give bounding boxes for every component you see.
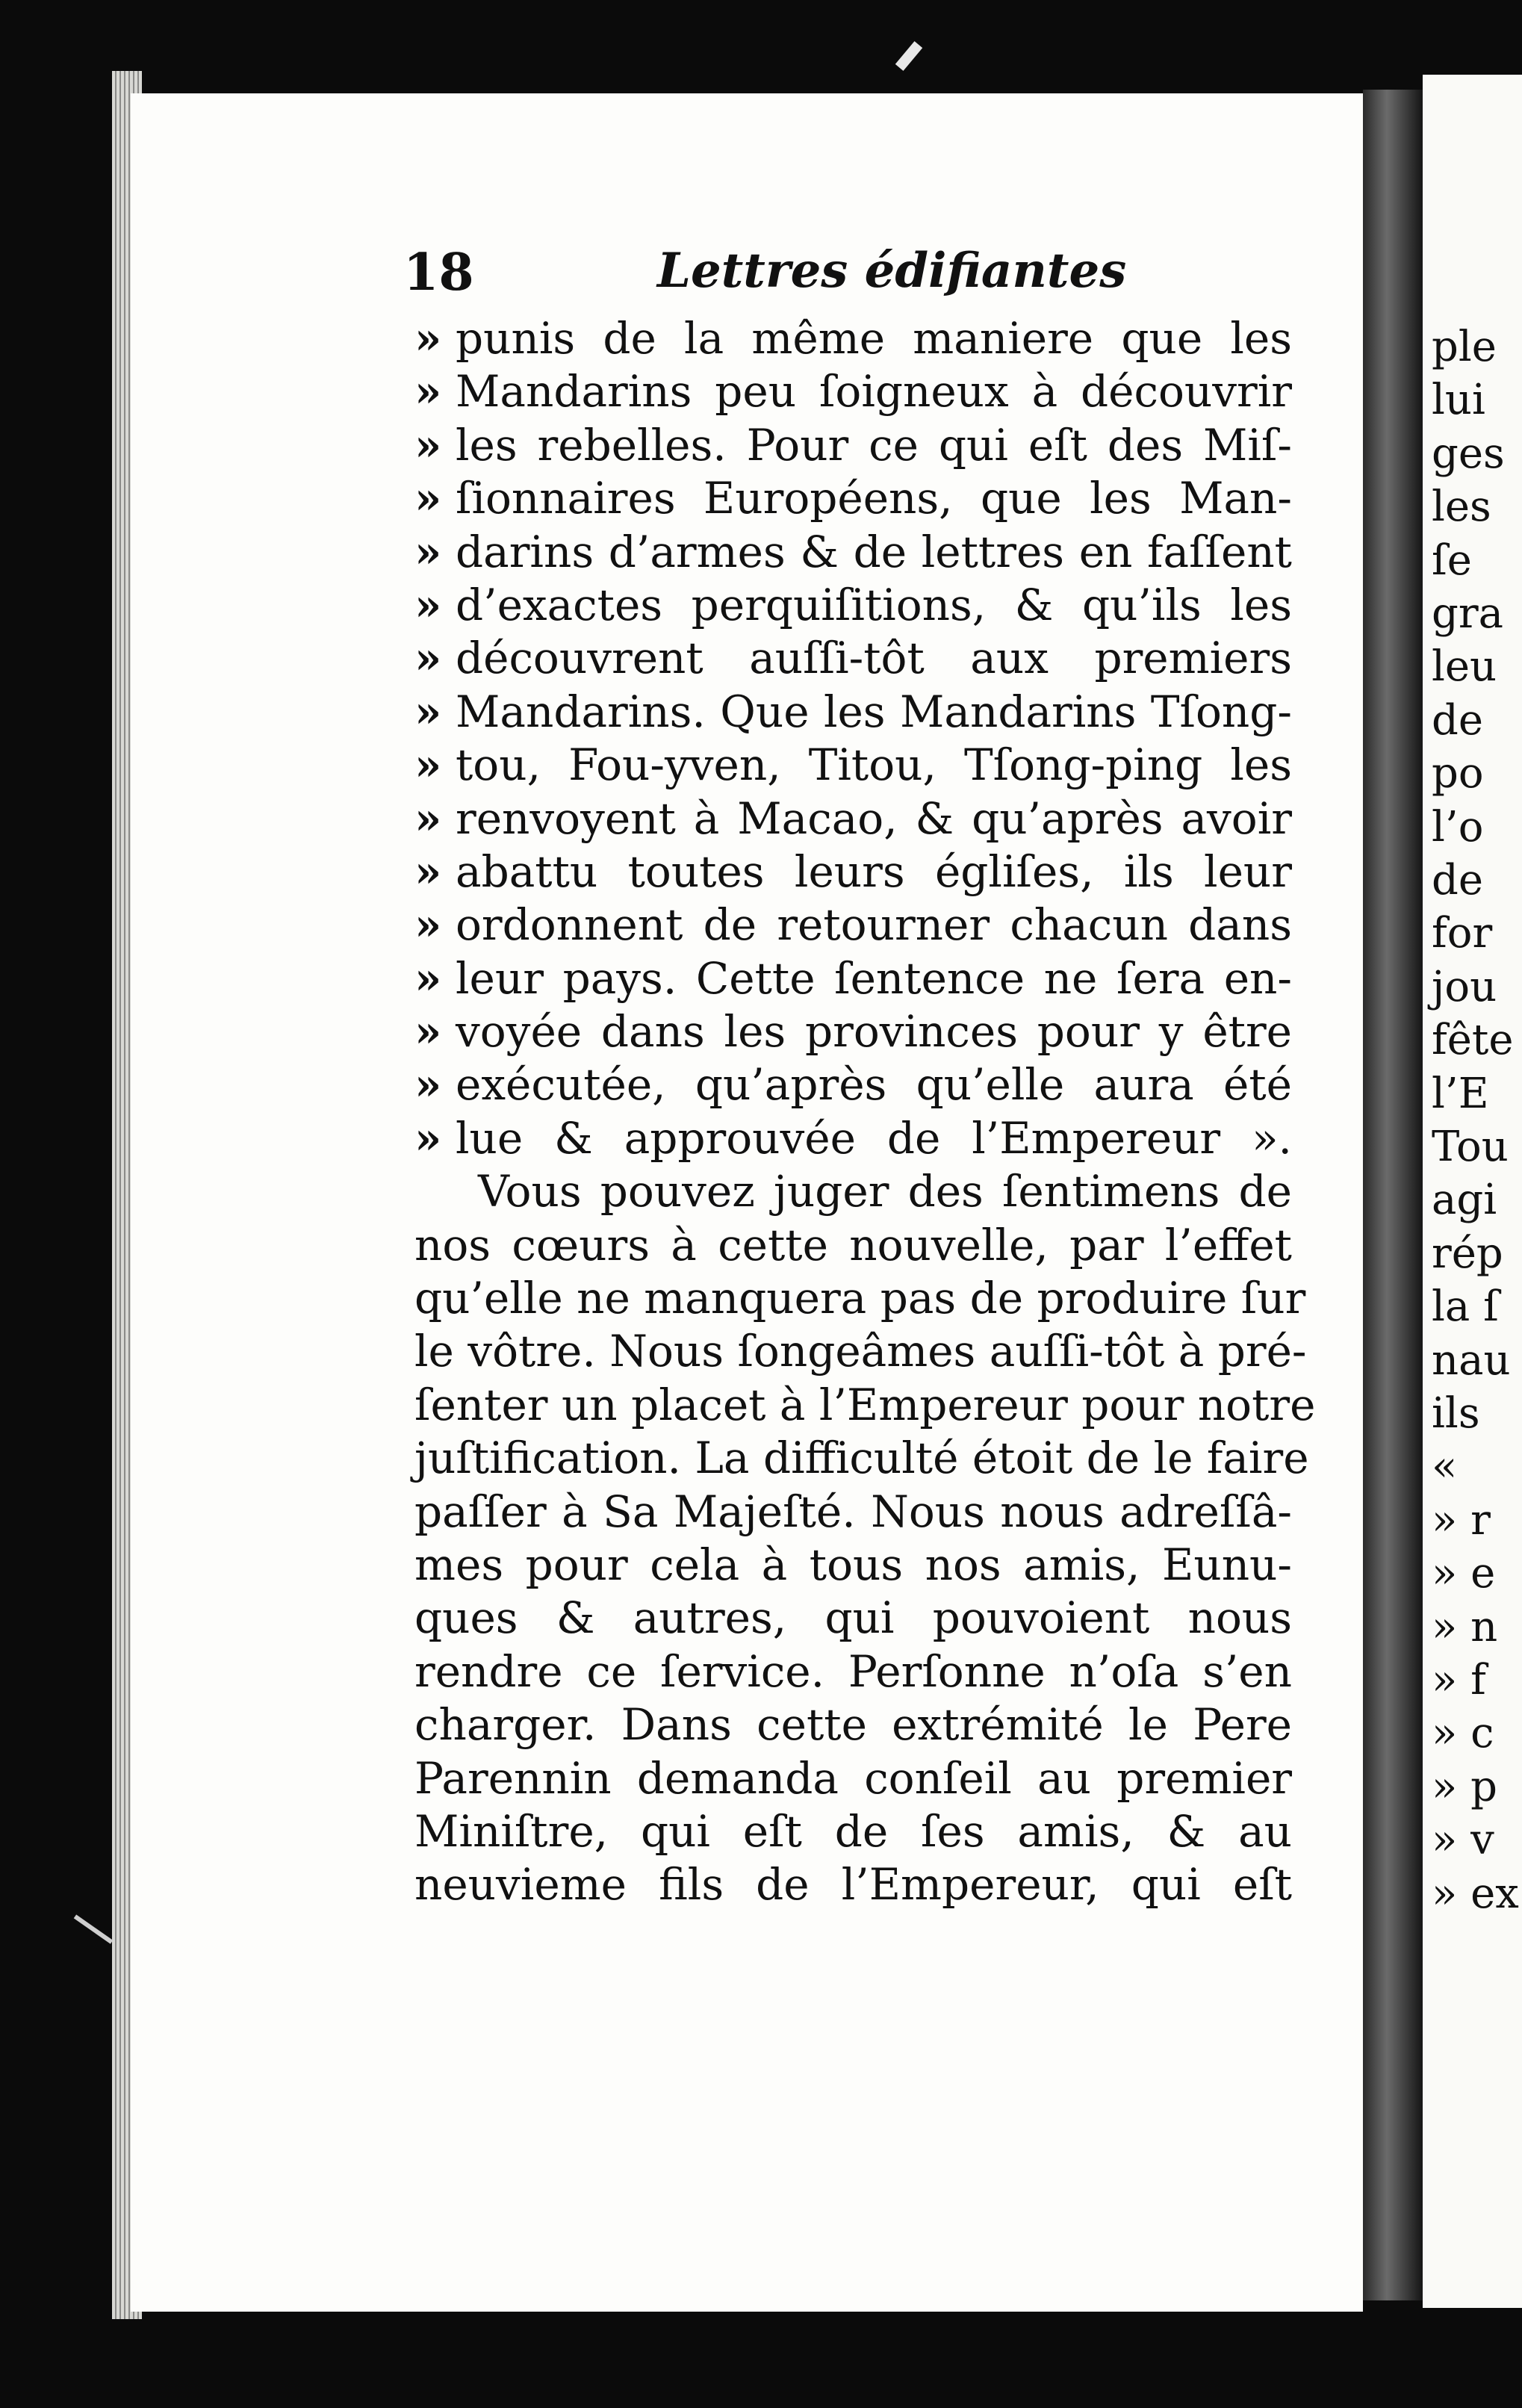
facing-text-fragment: » f xyxy=(1432,1656,1486,1704)
facing-text-fragment: ges xyxy=(1432,429,1505,478)
facing-text-fragment: » p xyxy=(1432,1762,1497,1811)
page-header xyxy=(403,243,1292,302)
text-line: » tou, Fou-yven, Titou, Tſong-ping les xyxy=(414,739,1292,792)
text-line: » Mandarins. Que les Mandarins Tſong- xyxy=(414,686,1292,739)
text-line: neuvieme fils de l’Empereur, qui eſt xyxy=(414,1859,1292,1911)
facing-text-fragment: » n xyxy=(1432,1602,1498,1651)
page-number: 18 xyxy=(403,243,474,302)
text-line: mes pour cela à tous nos amis, Eunu- xyxy=(414,1539,1292,1590)
text-line: » voyée dans les provinces pour y être xyxy=(414,1005,1292,1058)
facing-text-fragment: rép xyxy=(1432,1229,1503,1278)
facing-text-fragment: » r xyxy=(1432,1495,1491,1545)
facing-text-fragment: jou xyxy=(1432,962,1497,1011)
facing-text-fragment: fête xyxy=(1432,1016,1514,1065)
facing-text-fragment: les xyxy=(1432,482,1491,532)
facing-text-fragment: ils xyxy=(1432,1389,1480,1438)
text-line: le vôtre. Nous ſongeâmes auſſi-tôt à pré- xyxy=(414,1326,1307,1377)
facing-text-fragment: leu xyxy=(1432,642,1497,692)
text-line: » Mandarins peu ſoigneux à découvrir xyxy=(414,365,1292,418)
text-line: » exécutée, qu’après qu’elle aura été xyxy=(414,1058,1292,1111)
text-line: rendre ce ſervice. Perſonne n’oſa s’en xyxy=(414,1645,1292,1697)
text-line: nos cœurs à cette nouvelle, par l’effet xyxy=(414,1219,1292,1270)
facing-text-fragment: gra xyxy=(1432,589,1504,638)
page-body-text xyxy=(414,312,1316,1912)
text-line: ſenter un placet à l’Empereur pour notre xyxy=(414,1379,1316,1430)
scan-artifact xyxy=(74,1914,114,1943)
text-line: » ſionnaires Européens, que les Man- xyxy=(414,472,1292,525)
scan-artifact xyxy=(895,41,922,71)
facing-text-fragment: lui xyxy=(1432,376,1485,425)
facing-text-fragment: l’E xyxy=(1432,1069,1489,1118)
facing-text-fragment: » e xyxy=(1432,1549,1496,1598)
facing-text-fragment: for xyxy=(1432,909,1493,958)
text-line: Vous pouvez juger des ſentimens de xyxy=(478,1166,1292,1217)
facing-text-fragment: nau xyxy=(1432,1335,1511,1385)
text-line: » découvrent auſſi-tôt aux premiers xyxy=(414,632,1292,685)
text-line: juſtification. La difficulté étoit de le faire xyxy=(414,1433,1309,1484)
book-gutter xyxy=(1363,90,1423,2300)
text-line: » darins d’armes & de lettres en faſſent xyxy=(414,526,1292,579)
facing-text-fragment: agi xyxy=(1432,1176,1497,1225)
facing-text-fragment: la ſ xyxy=(1432,1282,1499,1332)
facing-text-fragment: ſe xyxy=(1432,536,1472,585)
facing-text-fragment: de xyxy=(1432,856,1483,904)
facing-text-fragment: » c xyxy=(1432,1709,1494,1758)
text-line: » les rebelles. Pour ce qui eſt des Miſ- xyxy=(414,419,1292,472)
text-line: » d’exactes perquiſitions, & qu’ils les xyxy=(414,579,1292,632)
running-head: Lettres édifiantes xyxy=(657,243,1127,299)
text-line: » leur pays. Cette ſentence ne ſera en- xyxy=(414,952,1292,1005)
facing-text-fragment: » ex xyxy=(1432,1869,1519,1918)
facing-text-fragment: de xyxy=(1432,695,1483,745)
facing-text-fragment: ple xyxy=(1432,323,1497,371)
facing-text-fragment: po xyxy=(1432,749,1484,798)
facing-text-fragment: l’o xyxy=(1432,802,1484,851)
text-line: ques & autres, qui pouvoient nous xyxy=(414,1592,1292,1644)
text-line: » lue & approuvée de l’Empereur ». xyxy=(414,1112,1292,1165)
text-line: paſſer à Sa Majeſté. Nous nous adreſſâ- xyxy=(414,1486,1292,1537)
text-line: Parennin demanda conſeil au premier xyxy=(414,1752,1292,1804)
text-line: » ordonnent de retourner chacun dans xyxy=(414,899,1292,952)
facing-text-fragment: » v xyxy=(1432,1816,1494,1865)
facing-text-fragment: « xyxy=(1432,1442,1458,1492)
text-line: qu’elle ne manquera pas de produire ſur xyxy=(414,1273,1306,1324)
text-line: » punis de la même maniere que les xyxy=(414,312,1292,365)
text-line: » renvoyent à Macao, & qu’après avoir xyxy=(414,792,1292,845)
facing-text-fragment: Tou xyxy=(1432,1123,1509,1171)
text-line: charger. Dans cette extrémité le Pere xyxy=(414,1699,1292,1751)
text-line: » abattu toutes leurs égliſes, ils leur xyxy=(414,845,1292,899)
facing-page-fragment xyxy=(1423,75,1522,2308)
text-line: Miniſtre, qui eſt de ſes amis, & au xyxy=(414,1805,1292,1857)
